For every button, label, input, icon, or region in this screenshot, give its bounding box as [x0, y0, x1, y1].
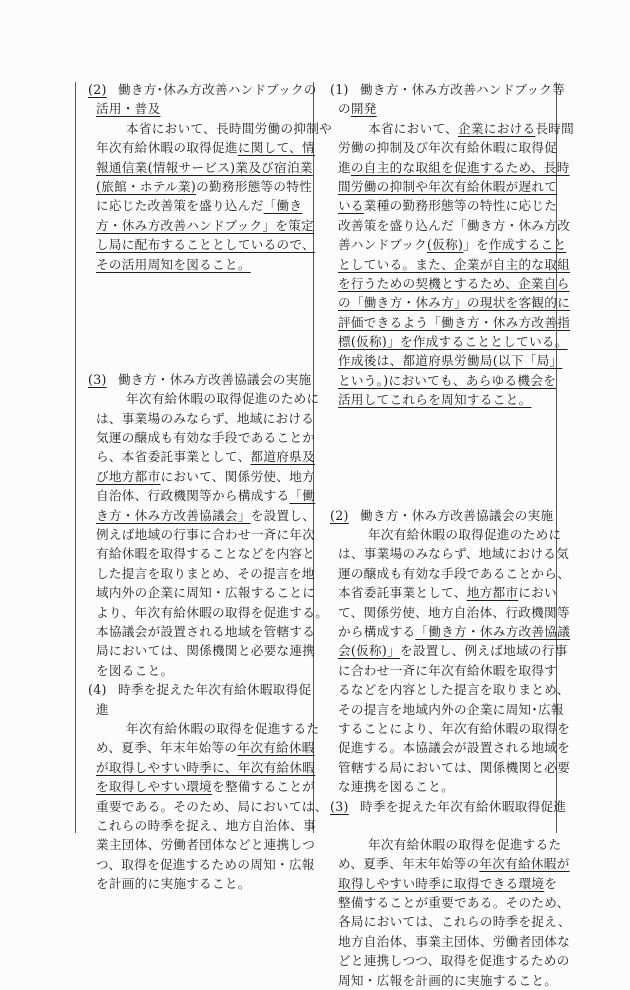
text-segment: を設置し、 — [251, 508, 315, 523]
text-line — [88, 797, 310, 816]
underlined-revision: び地方都市 — [96, 469, 160, 484]
text-segment: ら、本省委託事業として、 — [96, 449, 250, 464]
text-segment: した提言を取りまとめ、その提言を地 — [96, 566, 315, 581]
text-line — [330, 177, 552, 196]
text-segment: 例えば地域の行事に合わせ一斉に年次 — [96, 527, 315, 542]
text-line — [88, 777, 310, 796]
text-segment: を整備することが — [212, 779, 315, 794]
text-segment: を — [544, 876, 557, 891]
underlined-revision: 方・休み方改善ハンドブック」を策定 — [96, 218, 314, 233]
underlined-revision: 都道府県及 — [250, 449, 314, 464]
text-line — [88, 855, 310, 874]
text-segment: 域内外の企業に周知・広報することに — [96, 585, 315, 600]
text-segment: 年次有給休暇の取得促進のために — [126, 391, 319, 406]
underlined-revision: に関して、情 — [238, 140, 315, 155]
text-line — [88, 583, 310, 602]
underlined-revision: 作成後は、都道府県労働局(以下「局」 — [338, 353, 562, 368]
text-segment: は、事業場のみならず、地域における — [96, 411, 314, 426]
text-segment: な連携を図ること。 — [338, 779, 454, 794]
text-segment: 年次有給休暇の取得促進 — [96, 140, 238, 155]
text-segment: に応じた改善策を盛り込んだ — [96, 198, 264, 213]
section-title: 働き方･休み方改善ハンドブックの — [118, 82, 317, 97]
text-line — [330, 641, 552, 660]
section-title: 時季を捉えた年次有給休暇取得促 — [118, 682, 311, 697]
underlined-revision: し局に配布することとしているので、 — [96, 237, 315, 252]
text-line — [88, 235, 310, 254]
text-segment: 整備することが重要である。そのため、 — [338, 895, 570, 910]
text-segment: 労働の抑制及び年次有給休暇に取得促 — [338, 140, 557, 155]
text-segment: の — [338, 101, 351, 116]
text-segment: 」を — [463, 237, 489, 252]
section-title-continued — [88, 700, 310, 719]
text-segment: どと連携しつつ、取得を促進するための — [338, 953, 570, 968]
text-segment: におい — [518, 585, 557, 600]
text-line — [88, 216, 310, 235]
section-title: 時季を捉えた年次有給休暇取得促進 — [360, 799, 566, 814]
text-segment: 年次有給休暇の取得を促進するた — [368, 837, 561, 852]
text-segment: を計画的に実施すること。 — [96, 876, 251, 891]
text-segment: 地方自治体、事業主団体、労働者団体な — [338, 934, 570, 949]
text-line — [88, 622, 310, 641]
text-line — [88, 738, 310, 757]
text-line — [88, 816, 310, 835]
table-border-left — [75, 82, 76, 833]
underlined-revision: 取得しやすい時季に取得できる環境 — [338, 876, 544, 891]
text-segment: 本省において、 — [368, 121, 458, 136]
text-line — [330, 893, 552, 912]
underlined-revision: いる — [338, 198, 364, 213]
underlined-revision: 活用してこれらを周知すること。 — [338, 392, 531, 407]
section-number: (1) — [330, 80, 360, 99]
text-segment: 本省において、長時間労働の抑制や — [126, 121, 332, 136]
text-segment: その提言を地域内外の企業に周知･広報 — [338, 702, 564, 717]
section-number: (4) — [88, 680, 118, 699]
section-3 — [88, 370, 310, 680]
text-segment: これらの時季を捉え、地方自治体、事 — [96, 818, 316, 833]
underlined-revision: を取得しやすい環境 — [96, 779, 212, 794]
text-line — [88, 874, 310, 893]
underlined-revision: が取得しやすい時季に、年次有給休暇 — [96, 760, 315, 775]
text-line — [88, 467, 310, 486]
underlined-revision: 企業における — [458, 121, 535, 136]
underlined-revision: 「働き — [264, 198, 303, 213]
section-heading — [330, 506, 552, 525]
section-title-text: 活用・普及 — [96, 101, 160, 116]
underlined-revision: 会(仮称)」 — [338, 643, 400, 658]
text-line — [88, 428, 310, 447]
underlined-revision: 評価できるよう「働き方・休み方改善指 — [338, 315, 570, 330]
underlined-revision: の自主的な取組を促進するため、長時 — [351, 160, 570, 175]
text-line — [330, 835, 552, 854]
text-segment: 局においては、関係機関と必要な連携 — [96, 643, 315, 658]
text-segment: の勤務形態等の特性 — [196, 179, 312, 194]
text-line — [330, 583, 552, 602]
section-title: 働き方・休み方改善協議会の実施 — [360, 508, 553, 523]
text-line — [330, 874, 552, 893]
text-segment: 長時間 — [535, 121, 574, 136]
section-2 — [88, 80, 310, 274]
text-segment: に合わせ一斉に年次有給休暇を取得す — [338, 663, 557, 678]
text-segment: 年次有給休暇の取得を促進するた — [126, 721, 319, 736]
underlined-revision: 地方都市 — [467, 585, 519, 600]
text-segment: において、関係労使、地方 — [160, 469, 314, 484]
text-line — [88, 525, 310, 544]
text-line — [330, 235, 552, 254]
underlined-revision: 間労働の抑制や年次有給休暇が遅れて — [338, 179, 557, 194]
text-line — [330, 622, 552, 641]
section-number: (3) — [88, 370, 118, 389]
text-line — [330, 390, 552, 409]
text-line — [330, 138, 552, 157]
underlined-revision: その活用周知を図ること。 — [96, 257, 251, 272]
text-line — [88, 603, 310, 622]
text-line — [330, 777, 552, 796]
section-number: (2) — [88, 80, 118, 99]
section-heading — [330, 797, 552, 816]
text-segment: より、年次有給休暇の取得を促進する。 — [96, 605, 328, 620]
text-segment: を設置し、例えば地域の行事 — [400, 643, 568, 658]
section-title-continued — [88, 99, 310, 118]
section-4 — [88, 680, 310, 893]
text-line — [88, 719, 310, 738]
text-line — [330, 119, 552, 138]
text-segment: 年次有給休暇の取得促進のために — [368, 527, 561, 542]
text-line — [330, 371, 552, 390]
text-segment: 本省委託事業として、 — [338, 585, 467, 600]
text-segment: することにより、年次有給休暇の取得を — [338, 721, 570, 736]
text-line — [88, 255, 310, 274]
blank-spacer — [330, 816, 552, 835]
text-line — [330, 680, 552, 699]
underlined-revision: 報通信業(情報サービス)業及び宿泊業 — [96, 160, 313, 175]
underlined-revision: という。)においても、あらゆる機会を — [338, 373, 556, 388]
text-line — [330, 99, 552, 118]
text-line — [330, 912, 552, 931]
text-line — [330, 293, 552, 312]
text-line — [88, 641, 310, 660]
underlined-revision: (仮称) — [427, 237, 463, 252]
text-line — [330, 661, 552, 680]
section-1 — [330, 80, 552, 410]
text-segment: め、夏季、年末年始等の — [338, 856, 479, 871]
underlined-revision: としている。また、企業が自主的な取組 — [338, 257, 570, 272]
underlined-revision: の「働き方・休み方」の現状を客観的に — [338, 295, 570, 310]
text-segment: 改善策を盛り込んだ「働き方・休み方改 — [338, 218, 570, 233]
text-line — [88, 389, 310, 408]
section-title-text: 進 — [96, 702, 109, 717]
text-segment: 業種の勤務形態等の特性に応じた — [364, 198, 557, 213]
text-segment: 善ハンドブック — [338, 237, 427, 252]
text-line — [330, 603, 552, 622]
text-segment: るなどを内容とした提言を取りまとめ、 — [338, 682, 570, 697]
underlined-revision: を行うための契機とするため、企業自ら — [338, 276, 570, 291]
text-line — [330, 525, 552, 544]
text-line — [330, 255, 552, 274]
text-line — [330, 738, 552, 757]
underlined-revision: (旅館・ホテル業) — [96, 179, 196, 194]
text-line — [88, 758, 310, 777]
text-segment: 業主団体、労働者団体などと連携しつ — [96, 837, 315, 852]
text-line — [330, 758, 552, 777]
underlined-revision: 標(仮称)」を作成することとしている。 — [338, 334, 568, 349]
underlined-revision: 作成すること — [489, 237, 566, 252]
text-segment: 本協議会が設置される地域を管轄する — [96, 624, 315, 639]
text-line — [330, 196, 552, 215]
section-heading — [88, 680, 310, 699]
section-3 — [330, 797, 552, 990]
text-segment: 運の醸成も有効な手段であることから、 — [338, 566, 570, 581]
text-segment: つ、取得を促進するための周知・広報 — [96, 857, 315, 872]
text-segment: 進 — [338, 160, 351, 175]
text-line — [88, 177, 310, 196]
text-line — [330, 854, 552, 873]
text-line — [330, 351, 552, 370]
underlined-revision: 「働き方・休み方改善協議 — [415, 624, 570, 639]
text-line — [88, 138, 310, 157]
text-segment: から構成する — [338, 624, 415, 639]
text-line — [330, 564, 552, 583]
text-segment: 気運の醸成も有効な手段であることか — [96, 430, 315, 445]
text-line — [330, 158, 552, 177]
text-segment: て、関係労使、地方自治体、行政機関等 — [338, 605, 570, 620]
text-line — [88, 119, 310, 138]
text-segment: 促進する。本協議会が設置される地域を — [338, 740, 570, 755]
section-title: 働き方・休み方改善協議会の実施 — [118, 372, 311, 387]
section-heading — [330, 80, 552, 99]
text-segment: 重要である。そのため、局においては、 — [96, 799, 328, 814]
text-segment: 有給休暇を取得することなどを内容と — [96, 546, 315, 561]
text-line — [330, 332, 552, 351]
section-number: (2) — [330, 506, 360, 525]
text-line — [330, 216, 552, 235]
text-line — [330, 719, 552, 738]
text-line — [330, 951, 552, 970]
underlined-revision: 開発 — [351, 101, 377, 116]
text-line — [88, 661, 310, 680]
text-line — [330, 932, 552, 951]
section-heading — [88, 80, 310, 99]
text-line — [88, 158, 310, 177]
text-line — [330, 313, 552, 332]
section-2 — [330, 506, 552, 797]
section-heading — [88, 370, 310, 389]
text-line — [88, 506, 310, 525]
text-segment: 自治体、行政機関等から構成する — [96, 488, 289, 503]
right-column-old-text — [330, 80, 552, 990]
section-number: (3) — [330, 797, 360, 816]
underlined-revision: 「働 — [289, 488, 315, 503]
underlined-revision: 年次有給休暇 — [237, 740, 314, 755]
text-line — [88, 544, 310, 563]
text-line — [88, 835, 310, 854]
text-line — [88, 447, 310, 466]
text-segment: 周知・広報を計画的に実施すること。 — [338, 973, 557, 988]
text-segment: 各局においては、これらの時季を捉え、 — [338, 914, 571, 929]
text-line — [88, 486, 310, 505]
text-segment: め、夏季、年末年始等の — [96, 740, 237, 755]
underlined-revision: 年次有給休暇が — [479, 856, 569, 871]
text-line — [330, 274, 552, 293]
text-line — [330, 544, 552, 563]
text-segment: 管轄する局においては、関係機関と必要 — [338, 760, 570, 775]
section-title: 働き方・休み方改善ハンドブック等 — [360, 82, 565, 97]
text-segment: は、事業場のみならず、地域における気 — [338, 546, 569, 561]
text-line — [88, 564, 310, 583]
underlined-revision: き方・休み方改善協議会」 — [96, 508, 251, 523]
text-segment: を図ること。 — [96, 663, 173, 678]
text-line — [88, 409, 310, 428]
text-line — [330, 971, 552, 990]
text-line — [88, 196, 310, 215]
text-line — [330, 700, 552, 719]
left-column-new-text — [88, 80, 310, 893]
